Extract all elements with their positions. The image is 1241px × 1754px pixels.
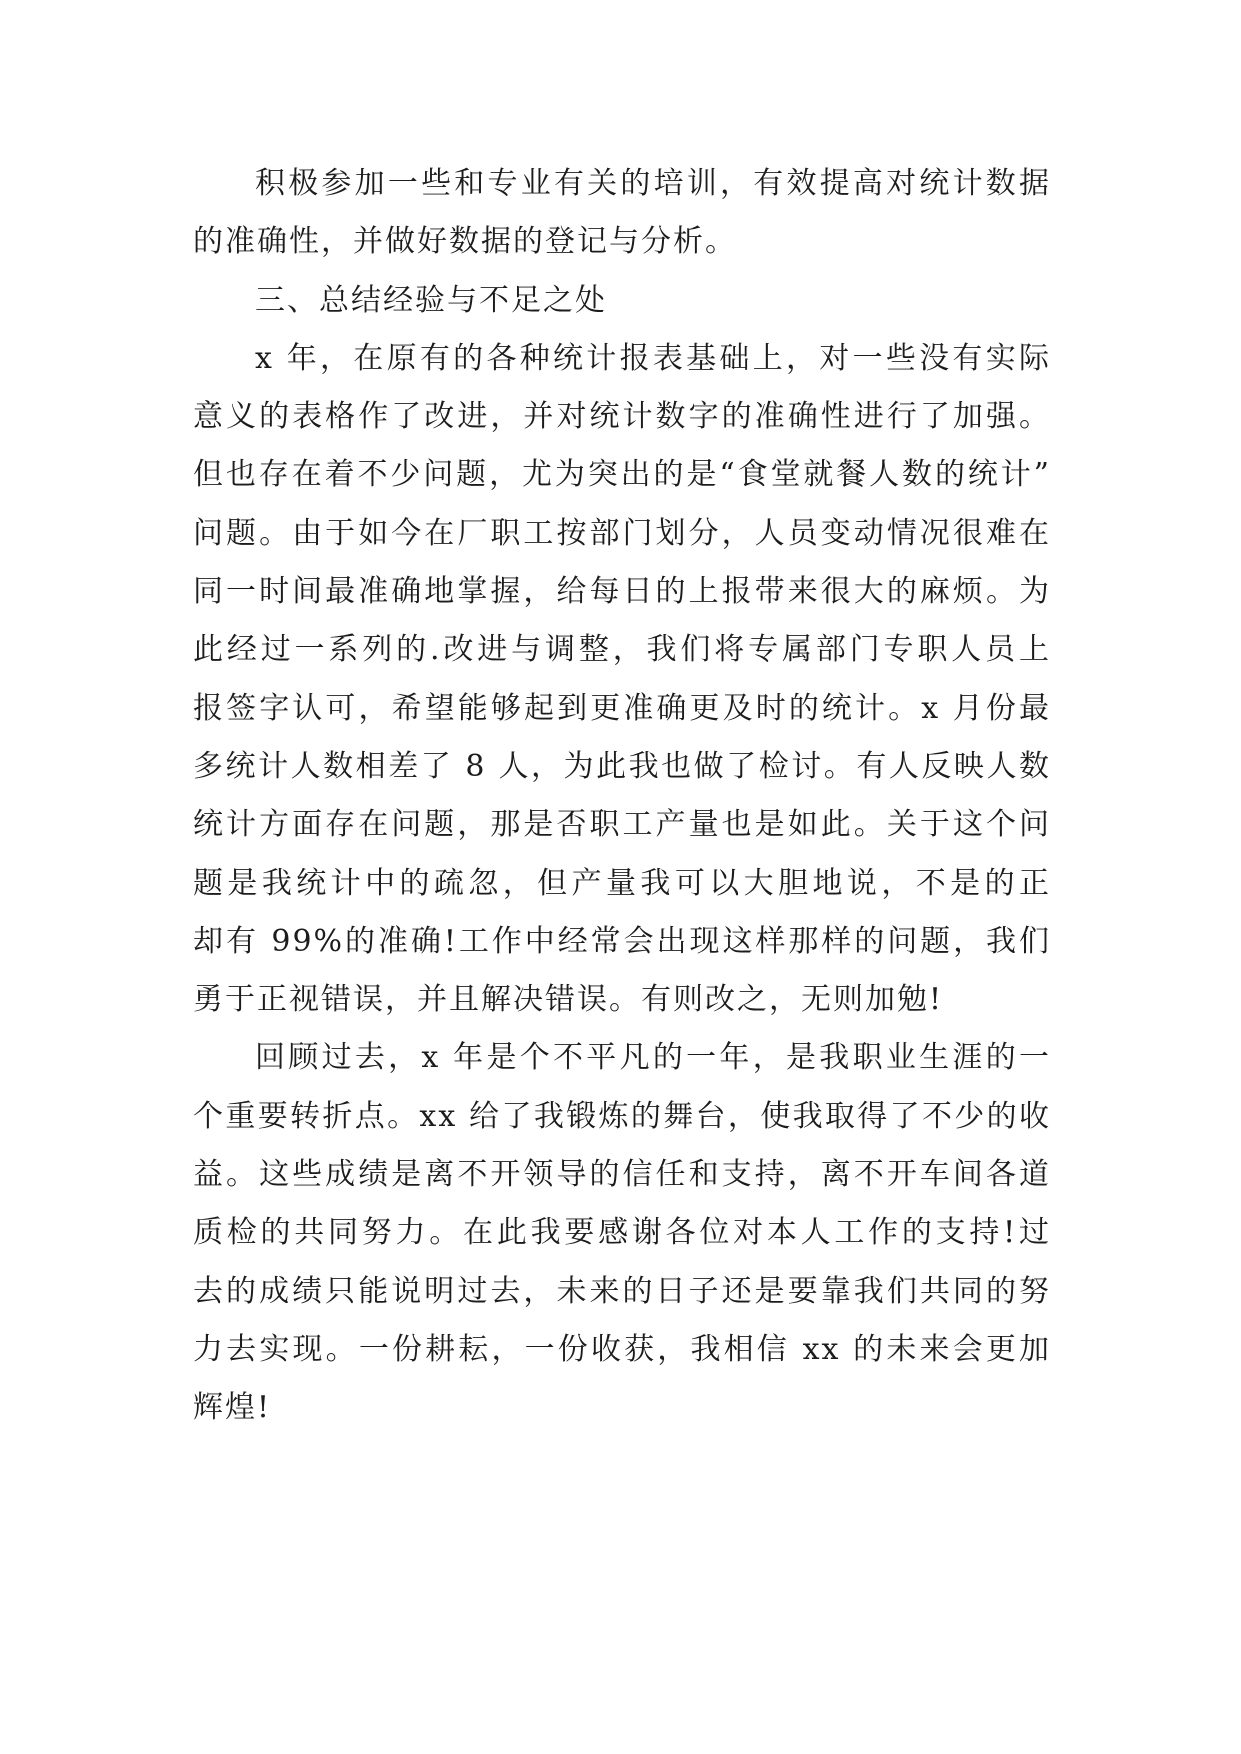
text-line: 题是我统计中的疏忽，但产量我可以大胆地说，不是的正 — [193, 865, 1051, 901]
text-line: 质检的共同努力。在此我要感谢各位对本人工作的支持!过 — [193, 1215, 1051, 1251]
document-body — [193, 155, 1051, 1438]
text-line: 的准确性，并做好数据的登记与分析。 — [193, 224, 737, 260]
section-heading — [193, 272, 1051, 330]
text-line: 意义的表格作了改进，并对统计数字的准确性进行了加强。 — [193, 399, 1051, 435]
text-line: 积极参加一些和专业有关的培训，有效提高对统计数据 — [255, 166, 1051, 201]
text-line: 回顾过去，x 年是个不平凡的一年，是我职业生涯的一 — [255, 1040, 1051, 1076]
text-line: 报签字认可，希望能够起到更准确更及时的统计。x 月份最 — [193, 690, 1051, 726]
text-line: 勇于正视错误，并且解决错误。有则改之，无则加勉! — [193, 982, 944, 1018]
text-line: 问题。由于如今在厂职工按部门划分，人员变动情况很难在 — [193, 515, 1051, 551]
text-line: 同一时间最准确地掌握，给每日的上报带来很大的麻烦。为 — [193, 574, 1051, 610]
text-line: 益。这些成绩是离不开领导的信任和支持，离不开车间各道 — [193, 1157, 1051, 1193]
text-line: 却有 99%的准确!工作中经常会出现这样那样的问题，我们 — [193, 923, 1051, 959]
paragraph-experience — [193, 330, 1051, 1030]
section-heading-text: 三、总结经验与不足之处 — [255, 282, 607, 318]
text-line: 个重要转折点。xx 给了我锻炼的舞台，使我取得了不少的收 — [193, 1098, 1051, 1134]
text-line: 统计方面存在问题，那是否职工产量也是如此。关于这个问 — [193, 807, 1051, 843]
text-line: 多统计人数相差了 8 人，为此我也做了检讨。有人反映人数 — [193, 748, 1051, 784]
text-line: x 年，在原有的各种统计报表基础上，对一些没有实际 — [255, 340, 1051, 376]
paragraph-review — [193, 1029, 1051, 1437]
paragraph-training — [193, 155, 1051, 272]
text-line: 此经过一系列的.改进与调整，我们将专属部门专职人员上 — [193, 632, 1051, 668]
text-line: 力去实现。一份耕耘，一份收获，我相信 xx 的未来会更加 — [193, 1331, 1051, 1367]
text-line: 但也存在着不少问题，尤为突出的是“食堂就餐人数的统计” — [193, 457, 1051, 493]
text-line: 辉煌! — [193, 1390, 272, 1426]
text-line: 去的成绩只能说明过去，未来的日子还是要靠我们共同的努 — [193, 1273, 1051, 1309]
